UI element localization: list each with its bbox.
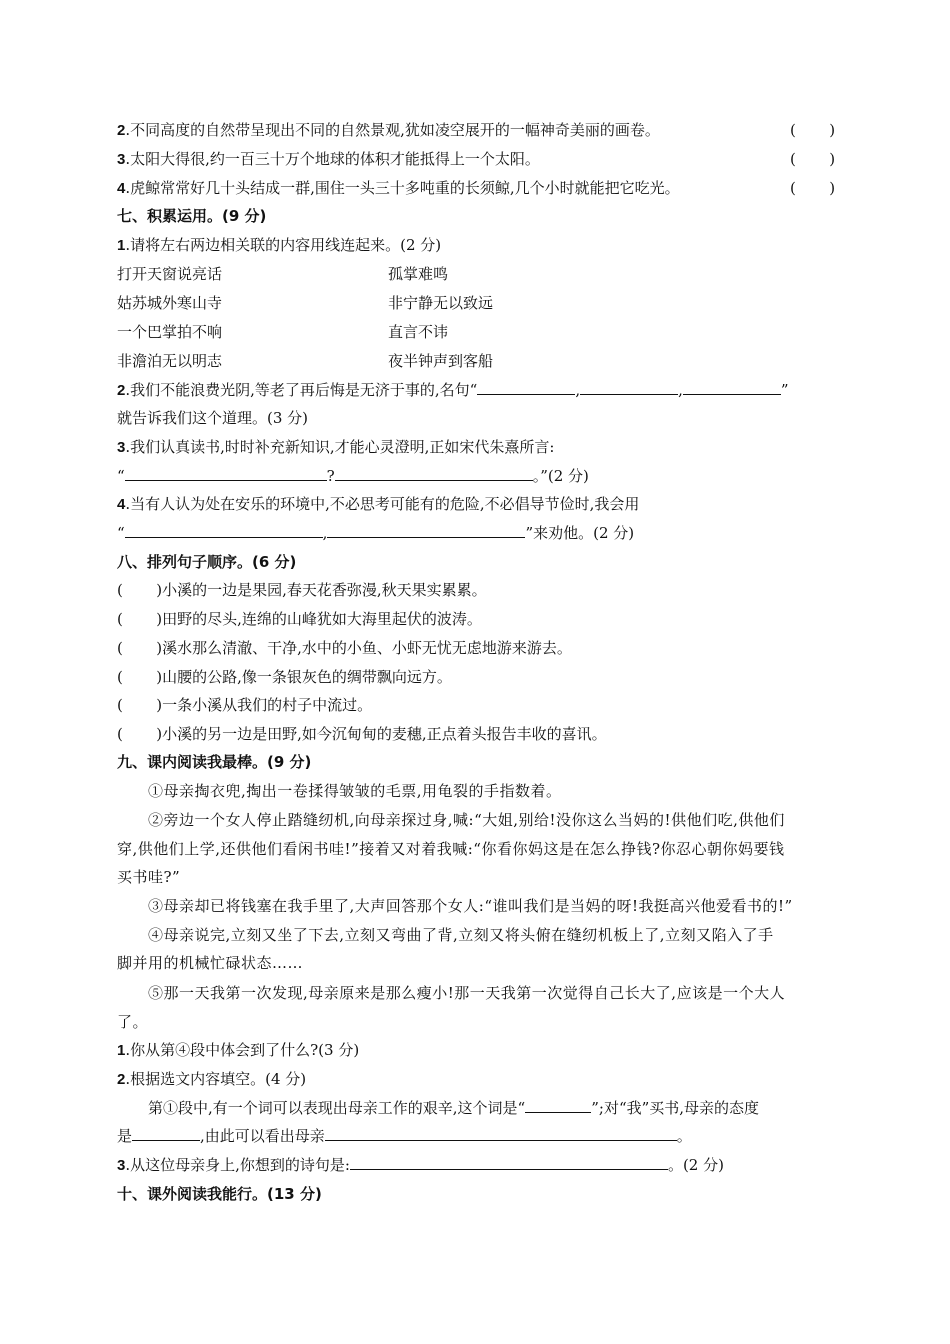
item-number: 3 [117,151,126,168]
section-9-heading: 九、课内阅读我最棒。(9 分) [117,753,312,771]
order-text: 小溪的一边是果园,春天花香弥漫,秋天果实累累。 [162,581,487,599]
order-paren[interactable]: ( ) [117,610,163,628]
order-text: 山腰的公路,像一条银灰色的绸带飘向远方。 [162,668,452,686]
match-left-3[interactable]: 一个巴掌拍不响 [117,323,223,341]
fill-blank[interactable] [325,1126,677,1141]
item-number: 1 [117,237,126,254]
passage-paragraph-3: ③母亲却已将钱塞在我手里了,大声回答那个女人:“谁叫我们是当妈的呀!我挺高兴他爱看书的!” [148,897,793,915]
fill-blank[interactable] [525,1098,591,1113]
passage-paragraph-1: ①母亲掏衣兜,掏出一卷揉得皱皱的毛票,用龟裂的手指数着。 [148,782,562,800]
fill-blank[interactable] [125,523,323,538]
passage-paragraph-4: ④母亲说完,立刻又坐了下去,立刻又弯曲了背,立刻又将头俯在缝纫机板上了,立刻又陷入了手 [148,926,774,944]
item-text: .太阳大得很,约一百三十万个地球的体积才能抵得上一个太阳。 [125,150,540,168]
open-quote: “ [117,467,125,485]
q7-question-4 [117,494,639,515]
order-paren[interactable]: ( ) [117,639,163,657]
comma: , [322,524,328,542]
order-paren[interactable]: ( ) [117,725,163,743]
order-paren[interactable]: ( ) [117,696,163,714]
passage-paragraph-5-cont: 了。 [117,1013,149,1031]
item-number: 1 [117,1042,126,1059]
answer-paren: ( ) [790,179,836,197]
item-number: 4 [117,180,126,197]
fill-text: 。 [676,1127,692,1145]
order-text: 田野的尽头,连绵的山峰犹如大海里起伏的波涛。 [162,610,482,628]
q6-item-3 [117,149,540,170]
answer-paren: ( ) [790,150,836,168]
q7-question-4-answer [117,523,634,543]
end-text: 。(2 分) [667,1156,724,1174]
order-item-1 [117,580,487,600]
open-quote: “ [117,524,125,542]
order-text: 小溪的另一边是田野,如今沉甸甸的麦穗,正点着头报告丰收的喜讯。 [162,725,607,743]
q9-question-2 [117,1069,306,1090]
fill-blank[interactable] [580,380,678,395]
q9-question-2-line-2 [117,1126,692,1146]
item-number: 4 [117,496,126,513]
order-item-2 [117,609,482,629]
end-text: ”来劝他。(2 分) [525,524,635,542]
match-right-3[interactable]: 直言不讳 [388,323,449,341]
q6-item-4 [117,178,680,199]
q7-question-2-cont: 就告诉我们这个道理。(3 分) [117,409,309,427]
q7-question-3-answer [117,466,589,486]
match-right-1[interactable]: 孤掌难鸣 [388,265,449,283]
item-text: .我们认真读书,时时补充新知识,才能心灵澄明,正如宋代朱熹所言: [125,438,555,456]
q7-question-3 [117,437,554,458]
item-text: .你从第④段中体会到了什么?(3 分) [125,1041,360,1059]
order-paren[interactable]: ( ) [117,581,163,599]
q7-question-2 [117,380,789,401]
order-item-4 [117,667,452,687]
order-item-3 [117,638,572,658]
fill-blank[interactable] [335,466,533,481]
passage-paragraph-4-cont: 脚并用的机械忙碌状态…… [117,954,304,972]
item-number: 2 [117,122,126,139]
item-text: .从这位母亲身上,你想到的诗句是: [125,1156,350,1174]
fill-text: 是 [117,1127,133,1145]
item-number: 3 [117,1157,126,1174]
q6-item-2 [117,120,660,141]
section-10-heading: 十、课外阅读我能行。(13 分) [117,1185,322,1203]
q9-question-3 [117,1155,724,1176]
section-8-heading: 八、排列句子顺序。(6 分) [117,553,297,571]
comma: , [678,381,683,399]
fill-text: 第①段中,有一个词可以表现出母亲工作的艰辛,这个词是“ [148,1099,526,1117]
match-left-2[interactable]: 姑苏城外寒山寺 [117,294,223,312]
item-text: .我们不能浪费光阴,等老了再后悔是无济于事的,名句“ [125,381,478,399]
question-mark: ? [326,467,335,485]
fill-blank[interactable] [350,1155,668,1170]
fill-blank[interactable] [477,380,575,395]
fill-text: ,由此可以看出母亲 [200,1127,325,1145]
item-text: .请将左右两边相关联的内容用线连起来。(2 分) [125,236,442,254]
passage-paragraph-5: ⑤那一天我第一次发现,母亲原来是那么瘦小!那一天我第一次觉得自己长大了,应该是一个大人 [148,984,786,1002]
item-number: 3 [117,439,126,456]
answer-paren: ( ) [790,121,836,139]
order-paren[interactable]: ( ) [117,668,163,686]
fill-blank[interactable] [125,466,327,481]
passage-paragraph-2: ②旁边一个女人停止踏缝纫机,向母亲探过身,喊:“大姐,别给!没你这么当妈的!供他们吃,供他们 [148,811,785,829]
fill-blank[interactable] [683,380,781,395]
end-text: 。”(2 分) [532,467,589,485]
fill-blank[interactable] [132,1126,200,1141]
order-item-6 [117,724,607,744]
comma: , [575,381,581,399]
item-number: 2 [117,1071,126,1088]
item-number: 2 [117,382,126,399]
section-7-heading: 七、积累运用。(9 分) [117,207,267,225]
passage-paragraph-2-cont: 穿,供他们上学,还供他们看闲书哇!”接着又对着我喊:“你看你妈这是在怎么挣钱?你忍心朝你妈要钱 [117,840,785,858]
order-text: 一条小溪从我们的村子中流过。 [162,696,373,714]
q9-question-2-line-1 [148,1098,759,1118]
item-text: .不同高度的自然带呈现出不同的自然景观,犹如凌空展开的一幅神奇美丽的画卷。 [125,121,660,139]
passage-paragraph-2-end: 买书哇?” [117,868,181,886]
match-left-1[interactable]: 打开天窗说亮话 [117,265,223,283]
q7-question-1 [117,235,441,256]
fill-blank[interactable] [327,523,525,538]
fill-text: ”;对“我”买书,母亲的态度 [591,1099,760,1117]
item-text: .虎鲸常常好几十头结成一群,围住一头三十多吨重的长须鲸,几个小时就能把它吃光。 [125,179,680,197]
item-text: .当有人认为处在安乐的环境中,不必思考可能有的危险,不必倡导节俭时,我会用 [125,495,640,513]
match-left-4[interactable]: 非澹泊无以明志 [117,352,223,370]
match-right-4[interactable]: 夜半钟声到客船 [388,352,494,370]
order-text: 溪水那么清澈、干净,水中的小鱼、小虾无忧无虑地游来游去。 [162,639,572,657]
q9-question-1 [117,1040,359,1061]
item-text: .根据选文内容填空。(4 分) [125,1070,307,1088]
order-item-5 [117,695,372,715]
match-right-2[interactable]: 非宁静无以致远 [388,294,494,312]
close-quote: ” [780,381,789,399]
